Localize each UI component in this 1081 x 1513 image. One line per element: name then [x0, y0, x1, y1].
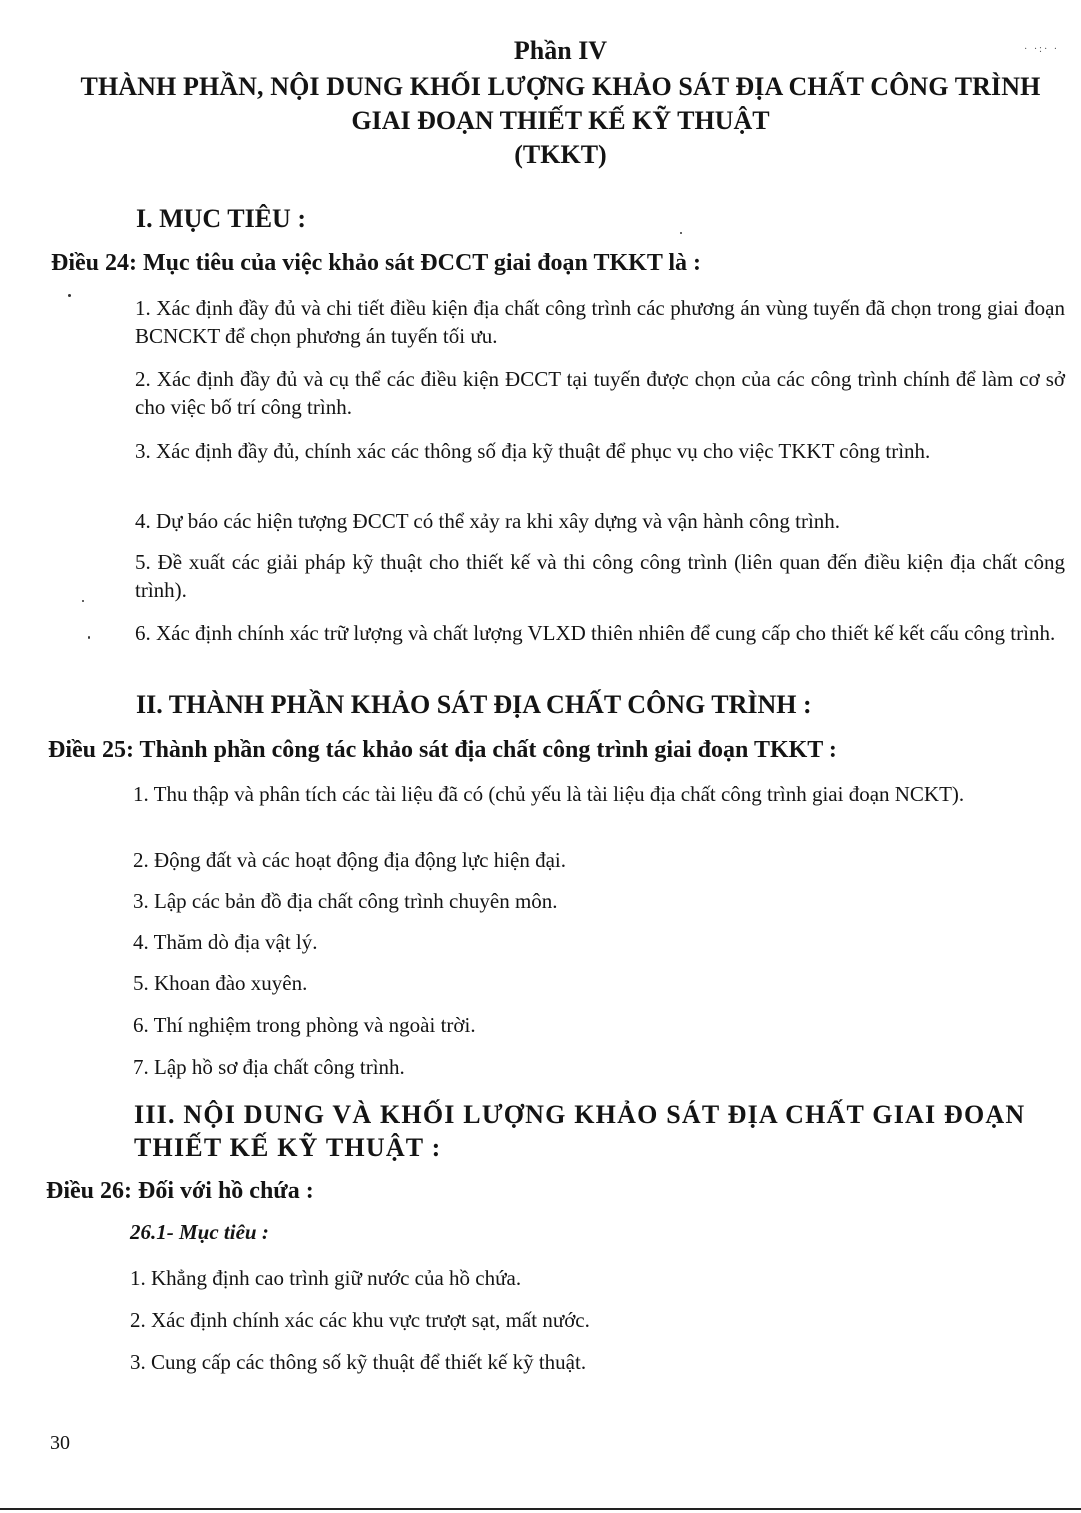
list-item: 5. Khoan đào xuyên. — [133, 971, 308, 995]
list-item: 2. Xác định chính xác các khu vực trượt sạt, mất nước. — [130, 1308, 590, 1332]
list-item: 7. Lập hồ sơ địa chất công trình. — [133, 1055, 405, 1079]
list-item: 5. Đề xuất các giải pháp kỹ thuật cho thiết kế và thi công công trình (liên quan đến điều kiện địa chất công trình). — [135, 550, 1065, 602]
page-number: 30 — [50, 1432, 70, 1454]
list-item: 2. Động đất và các hoạt động địa động lực hiện đại. — [133, 848, 567, 872]
list-item: 1. Xác định đầy đủ và chi tiết điều kiện địa chất công trình các phương án vùng tuyến đã chọn trong giai đoạn BCNCKT để chọn phương án tuyến tối ưu. — [135, 296, 1065, 348]
list-item: 3. Lập các bản đồ địa chất công trình chuyên môn. — [133, 889, 558, 913]
section-1-heading: I. MỤC TIÊU : — [136, 204, 306, 233]
list-item: 4. Dự báo các hiện tượng ĐCCT có thể xảy ra khi xây dựng và vận hành công trình. — [135, 509, 841, 533]
scan-speck — [82, 600, 84, 602]
sub-heading-26-1: 26.1- Mục tiêu : — [130, 1220, 269, 1244]
article-25-heading: Điều 25: Thành phần công tác khảo sát địa chất công trình giai đoạn TKKT : — [48, 737, 837, 763]
document-title-line-3: (TKKT) — [514, 140, 607, 169]
list-item: 6. Thí nghiệm trong phòng và ngoài trời. — [133, 1013, 476, 1037]
list-item: 4. Thăm dò địa vật lý. — [133, 930, 318, 954]
section-2-heading: II. THÀNH PHẦN KHẢO SÁT ĐỊA CHẤT CÔNG TRÌNH : — [136, 690, 812, 719]
list-item: 1. Thu thập và phân tích các tài liệu đã có (chủ yếu là tài liệu địa chất công trình giai đoạn NCKT). — [133, 782, 965, 806]
scan-speck — [88, 636, 90, 639]
scan-artifact-mark: · ·:· · — [1024, 44, 1060, 55]
section-3-heading-line-1: III. NỘI DUNG VÀ KHỐI LƯỢNG KHẢO SÁT ĐỊA CHẤT GIAI ĐOẠN — [134, 1100, 1026, 1129]
list-item: 6. Xác định chính xác trữ lượng và chất lượng VLXD thiên nhiên để cung cấp cho thiết kế kết cấu công trình. — [135, 621, 1056, 645]
list-item: 3. Xác định đầy đủ, chính xác các thông số địa kỹ thuật để phục vụ cho việc TKKT công trình. — [135, 439, 931, 463]
list-item: 1. Khẳng định cao trình giữ nước của hồ chứa. — [130, 1266, 522, 1290]
list-item: 2. Xác định đầy đủ và cụ thể các điều kiện ĐCCT tại tuyến được chọn của các công trình chính để làm cơ sở cho việc bố trí công trình. — [135, 367, 1065, 419]
article-26-heading: Điều 26: Đối với hồ chứa : — [46, 1178, 314, 1204]
scan-speck — [68, 294, 71, 297]
document-title-line-2: GIAI ĐOẠN THIẾT KẾ KỸ THUẬT — [351, 106, 770, 135]
list-item: 3. Cung cấp các thông số kỹ thuật để thiết kế kỹ thuật. — [130, 1350, 587, 1374]
document-title-line-1: THÀNH PHẦN, NỘI DUNG KHỐI LƯỢNG KHẢO SÁT ĐỊA CHẤT CÔNG TRÌNH — [80, 72, 1041, 101]
scan-speck — [680, 232, 682, 234]
article-24-heading: Điều 24: Mục tiêu của việc khảo sát ĐCCT giai đoạn TKKT là : — [51, 250, 702, 276]
section-3-heading-line-2: THIẾT KẾ KỸ THUẬT : — [134, 1133, 442, 1162]
part-label: Phần IV — [513, 36, 608, 65]
page-bottom-edge — [0, 1508, 1081, 1510]
